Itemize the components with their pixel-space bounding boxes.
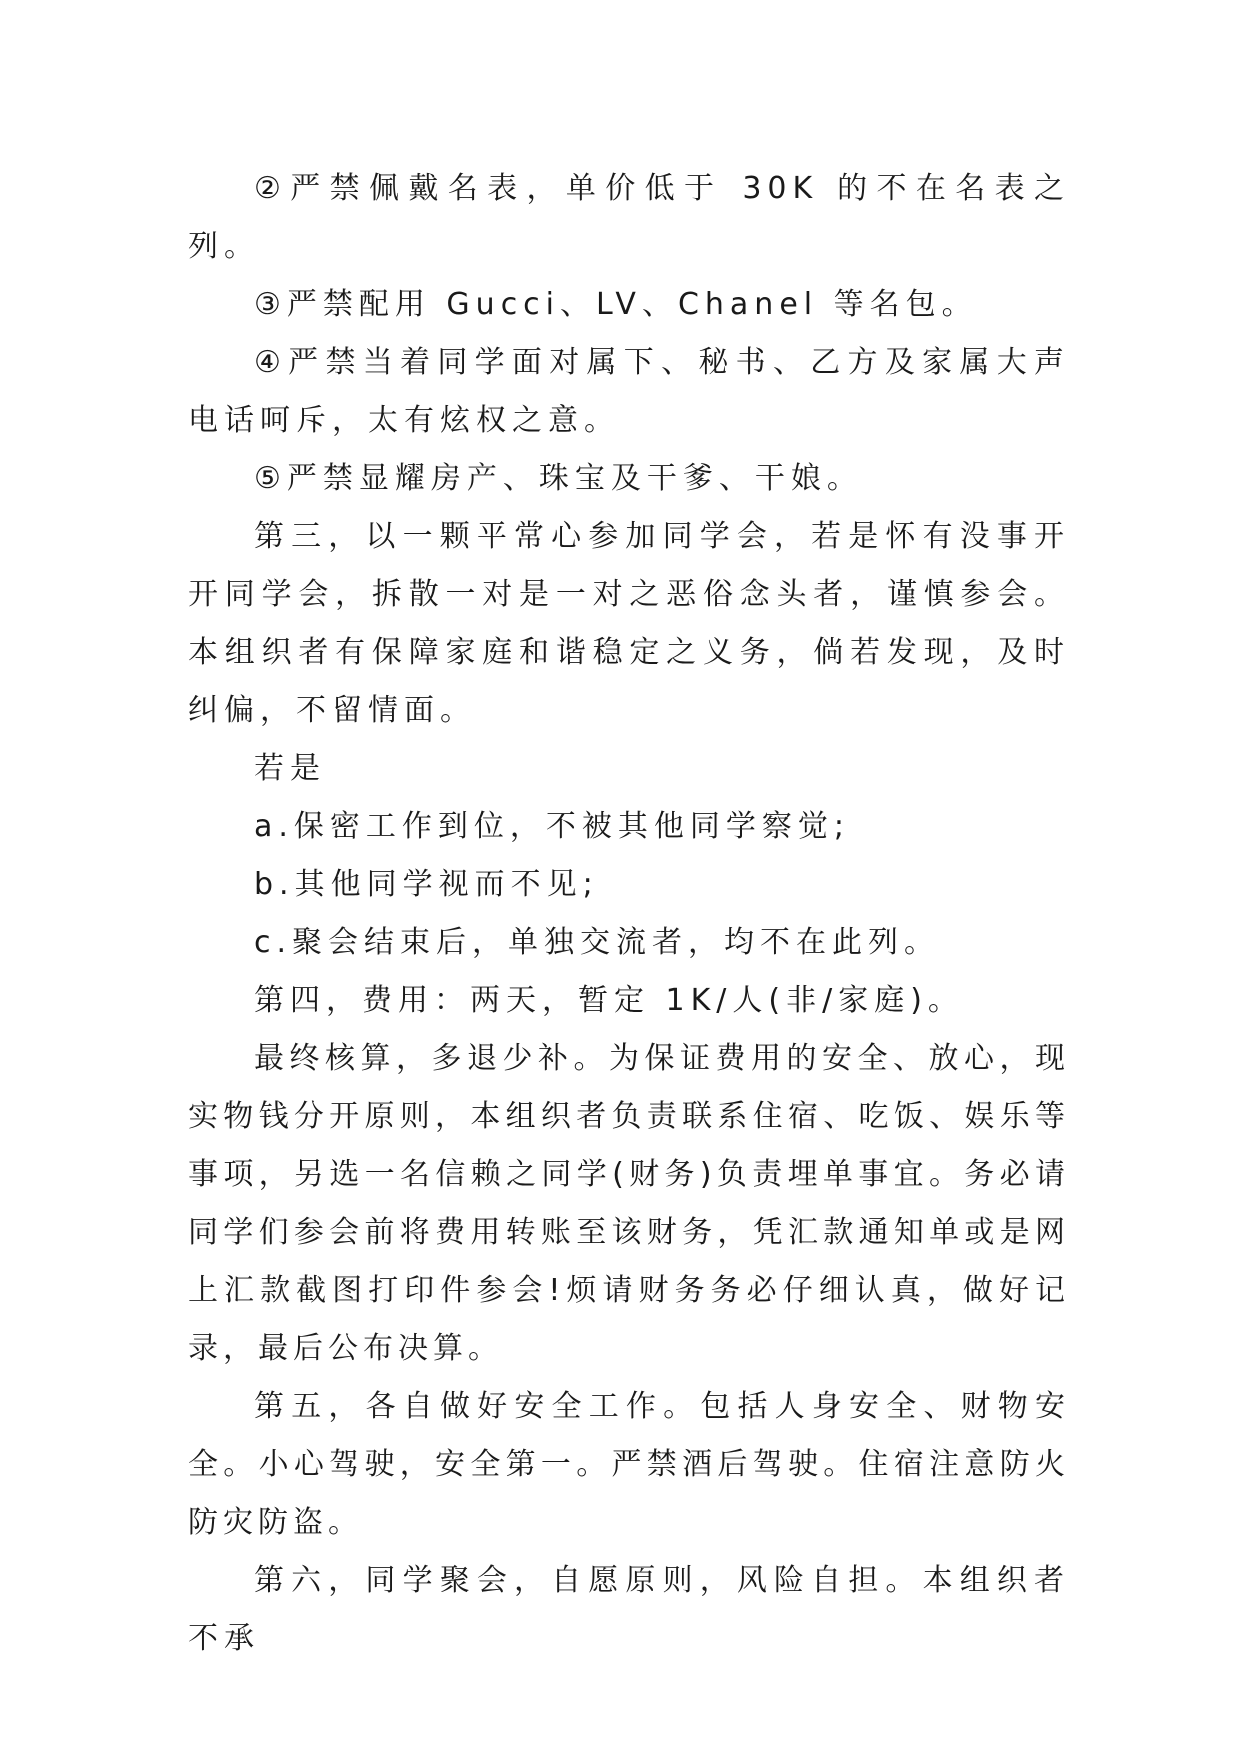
paragraph-condition-a: a.保密工作到位，不被其他同学察觉; xyxy=(254,809,851,844)
paragraph-bag-rule: ③严禁配用 Gucci、LV、Chanel 等名包。 xyxy=(254,287,978,322)
paragraph-fee-details: 最终核算，多退少补。为保证费用的安全、放心，现实物钱分开原则，本组织者负责联系住宿、吃饭、娱乐等事项，另选一名信赖之同学(财务)负责埋单事宜。务必请同学们参会前将费用转账至该财务，凭汇款通知单或是网上汇款截图打印件参会!烦请财务务必仔细认真，做好记录，最后公布决算。 xyxy=(188,1041,1070,1366)
paragraph-sixth-item: 第六，同学聚会，自愿原则，风险自担。本组织者不承 xyxy=(188,1563,1070,1656)
document-body xyxy=(188,160,1070,1668)
paragraph-fifth-item: 第五，各自做好安全工作。包括人身安全、财物安全。小心驾驶，安全第一。严禁酒后驾驶。住宿注意防火防灾防盗。 xyxy=(188,1389,1070,1540)
paragraph-condition-c: c.聚会结束后，单独交流者，均不在此列。 xyxy=(254,925,941,960)
paragraph-fourth-item: 第四，费用：两天，暂定 1K/人(非/家庭)。 xyxy=(254,983,964,1018)
paragraph-watch-rule: ②严禁佩戴名表，单价低于 30K 的不在名表之列。 xyxy=(188,171,1070,264)
paragraph-phone-rule: ④严禁当着同学面对属下、秘书、乙方及家属大声电话呵斥，太有炫权之意。 xyxy=(188,345,1070,438)
paragraph-property-rule: ⑤严禁显耀房产、珠宝及干爹、干娘。 xyxy=(254,461,863,496)
paragraph-condition-intro: 若是 xyxy=(254,751,326,786)
paragraph-condition-b: b.其他同学视而不见; xyxy=(254,867,599,902)
paragraph-third-item: 第三，以一颗平常心参加同学会，若是怀有没事开开同学会，拆散一对是一对之恶俗念头者，谨慎参会。本组织者有保障家庭和谐稳定之义务，倘若发现，及时纠偏，不留情面。 xyxy=(188,519,1070,728)
